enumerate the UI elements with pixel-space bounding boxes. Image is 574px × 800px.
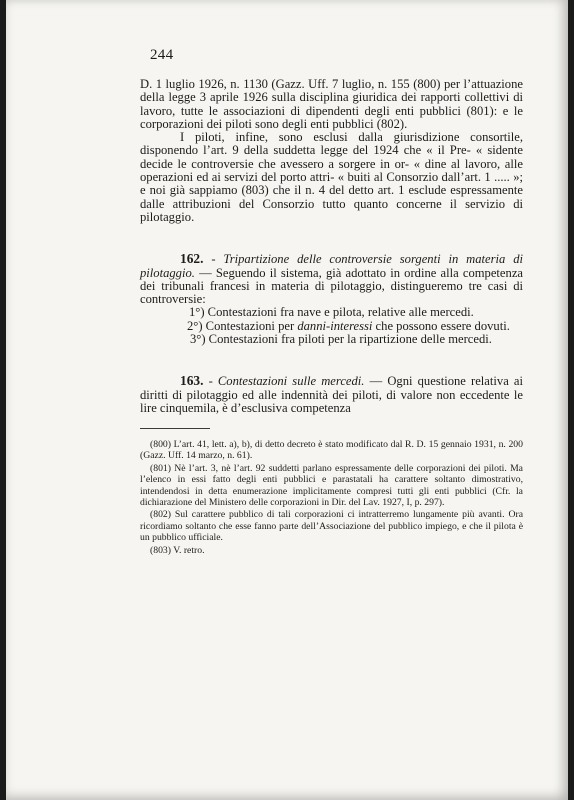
footnote-802: (802) Sul carattere pubblico di tali corporazioni ci intratterremo lungamente più avanti. Ora ricordiamo soltanto che esse fanno parte dell’Associazione del pubblico impiego, e che il pilota è un pubblico ufficiale.	[140, 509, 523, 543]
list-item-2-italic: danni-interessi	[297, 318, 373, 333]
list-item-1: 1°) Contestazioni fra nave e pilota, relative alle mercedi.	[189, 305, 474, 320]
section-162-number: 162.	[180, 251, 204, 267]
paragraph-piloti: I piloti, infine, sono esclusi dalla giurisdizione consortile, disponendo l’art. 9 della suddetta legge del 1924 che « il Pre- « sidente decide le controversie che avessero a sorgere in or- « dine al lavoro, alle operazioni ed ai servizi del porto attri- « buiti al Consorzio dall’art. 1 ..... »; e noi già sappiamo (803) che il n. 4 del detto art. 1 esclude espressamente dalle attribuzioni del Consorzio tutto quanto concerne il servizio di pilotaggio.	[140, 130, 523, 224]
book-page	[6, 0, 568, 800]
page-number: 244	[150, 47, 174, 63]
section-163	[140, 374, 523, 415]
main-text	[140, 78, 523, 557]
section-162-text: — Seguendo il sistema, già adottato in ordine alla competenza dei tribunali francesi in materia di pilotaggio, distingueremo tre casi di controversie:	[140, 265, 523, 307]
footnote-divider	[140, 428, 210, 429]
list-item-2-tail: che possono essere dovuti.	[372, 318, 510, 333]
section-162-title: - Tripartizione delle controversie sorgenti in materia di pilotaggio.	[140, 252, 523, 280]
footnote-801: (801) Nè l’art. 3, nè l’art. 92 suddetti parlano espressamente delle corporazioni dei piloti. Ma l’elenco in essi fatto degli enti pubblici e parastatali ha carattere soltanto dimostrativo, intendendosi in detta enumerazione implicitamente compresi tutti gli enti pubblici (Cfr. la dichiarazione del Ministero delle corporazioni in Dir. del Lav. 1927, I, p. 297).	[140, 463, 523, 508]
paragraph-continuation: D. 1 luglio 1926, n. 1130 (Gazz. Uff. 7 luglio, n. 155 (800) per l’attuazione della legge 3 aprile 1926 sulla disciplina giuridica dei rapporti collettivi di lavoro, tutte le associazioni di dipendenti degli enti pubblici (801): e le corporazioni dei piloti sono degli enti pubblici (802).	[140, 77, 523, 131]
footnotes	[140, 439, 523, 556]
section-162	[140, 252, 523, 306]
section-163-text: — Ogni questione relativa ai diritti di pilotaggio ed alle indennità dei piloti, di valore non eccedente le lire cinquemila, è d’esclusiva competenza	[140, 374, 523, 415]
section-163-title: - Contestazioni sulle mercedi.	[208, 374, 365, 389]
section-163-number: 163.	[180, 373, 204, 389]
footnote-803: (803) V. retro.	[150, 544, 205, 556]
list-item-2	[140, 320, 523, 333]
list-item-2-lead: 2°) Contestazioni per	[187, 318, 298, 333]
footnote-800: (800) L’art. 41, lett. a), b), di detto decreto è stato modificato dal R. D. 15 gennaio 1931, n. 200 (Gazz. Uff. 14 marzo, n. 61).	[140, 439, 523, 462]
list-item-3: 3°) Contestazioni fra piloti per la ripartizione delle mercedi.	[190, 332, 492, 347]
